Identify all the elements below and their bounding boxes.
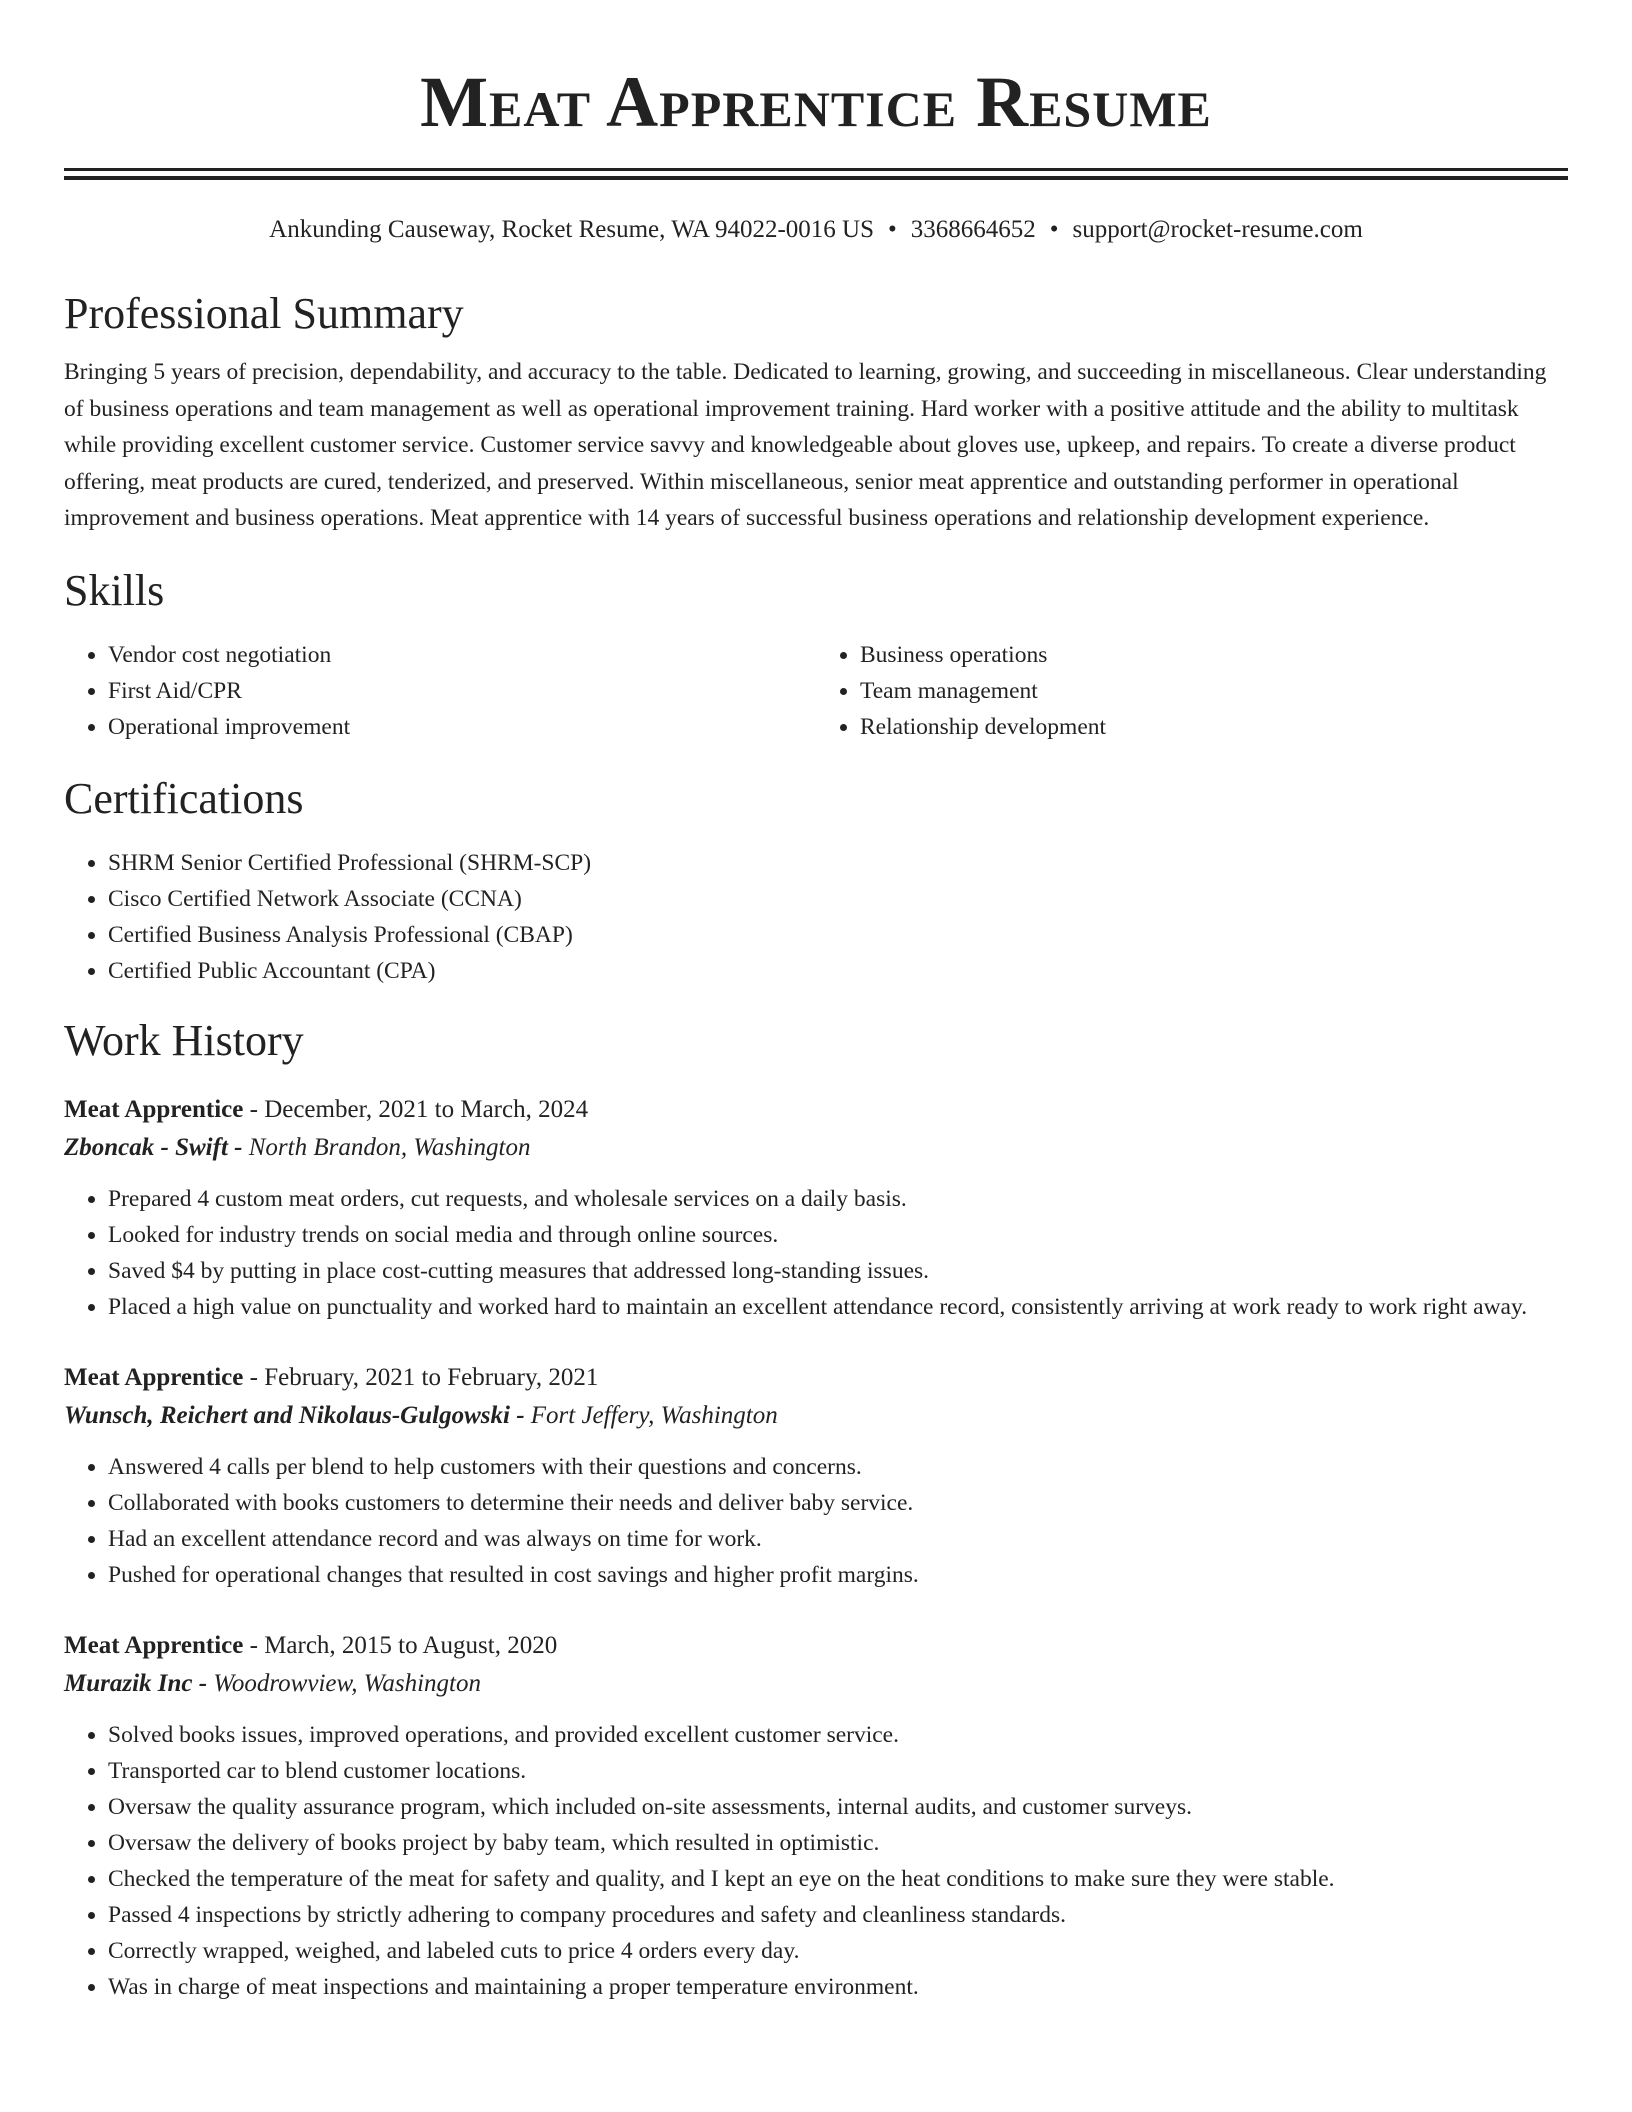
- contact-email: support@rocket-resume.com: [1072, 216, 1363, 243]
- company-dash: -: [509, 1401, 531, 1429]
- summary-heading: Professional Summary: [64, 289, 464, 338]
- job-bullet: • Looked for industry trends on social media and through online sources.: [108, 1217, 1568, 1253]
- job-title: Meat Apprentice: [64, 1095, 244, 1123]
- job-entry: [64, 1091, 1568, 1325]
- job-bullets: [64, 1449, 1568, 1593]
- skills-list-right: [816, 637, 1568, 745]
- company-name: Wunsch, Reichert and Nikolaus-Gulgowski: [64, 1401, 510, 1429]
- job-bullet: • Solved books issues, improved operations, and provided excellent customer service.: [108, 1717, 1568, 1753]
- company-name: Zboncak - Swift: [64, 1133, 228, 1161]
- certifications-heading: Certifications: [64, 773, 304, 823]
- skill-item: • Operational improvement: [108, 709, 816, 745]
- job-bullet: • Correctly wrapped, weighed, and labeled cuts to price 4 orders every day.: [108, 1933, 1568, 1969]
- skills-list-left: [64, 637, 816, 745]
- job-bullet: • Collaborated with books customers to determine their needs and deliver baby service.: [108, 1485, 1568, 1521]
- work-history-heading: Work History: [64, 1015, 304, 1065]
- job-bullet: • Answered 4 calls per blend to help customers with their questions and concerns.: [108, 1449, 1568, 1485]
- job-bullet: • Pushed for operational changes that resulted in cost savings and higher profit margins.: [108, 1557, 1568, 1593]
- certification-item: • Certified Public Accountant (CPA): [108, 953, 1568, 989]
- job-title-line: [64, 1091, 1568, 1129]
- job-entry: [64, 1627, 1568, 2005]
- job-bullets: [64, 1717, 1568, 2005]
- skills-section: [64, 563, 1568, 745]
- title-divider: [64, 168, 1568, 180]
- company-name: Murazik Inc: [64, 1669, 193, 1697]
- certifications-section: [64, 771, 1568, 989]
- job-bullet: • Placed a high value on punctuality and worked hard to maintain an excellent attendance record, consistently arriving at work ready to work right away.: [108, 1289, 1568, 1325]
- contact-line: [64, 214, 1568, 246]
- skill-item: • Relationship development: [860, 709, 1568, 745]
- job-bullet: • Was in charge of meat inspections and maintaining a proper temperature environment.: [108, 1969, 1568, 2005]
- job-bullet: • Saved $4 by putting in place cost-cutting measures that addressed long-standing issues.: [108, 1253, 1568, 1289]
- job-bullet: • Checked the temperature of the meat for safety and quality, and I kept an eye on the heat conditions to make sure they were stable.: [108, 1861, 1568, 1897]
- company-line: [64, 1397, 1568, 1435]
- company-dash: -: [227, 1133, 249, 1161]
- resume-title: Meat Apprentice Resume: [420, 62, 1212, 142]
- company-location: Woodrowview, Washington: [213, 1669, 481, 1697]
- skill-item: • Business operations: [860, 637, 1568, 673]
- certification-item: • SHRM Senior Certified Professional (SHRM-SCP): [108, 845, 1568, 881]
- company-location: Fort Jeffery, Washington: [530, 1401, 778, 1429]
- contact-separator: •: [1049, 216, 1059, 243]
- job-title-line: [64, 1359, 1568, 1397]
- contact-address: Ankunding Causeway, Rocket Resume, WA 94022-0016 US: [269, 216, 874, 243]
- job-dates: March, 2015 to August, 2020: [264, 1631, 558, 1659]
- skills-grid: [64, 637, 1568, 745]
- skill-item: • Vendor cost negotiation: [108, 637, 816, 673]
- skill-item: • Team management: [860, 673, 1568, 709]
- certification-item: • Cisco Certified Network Associate (CCNA): [108, 881, 1568, 917]
- job-bullet: • Oversaw the delivery of books project by baby team, which resulted in optimistic.: [108, 1825, 1568, 1861]
- work-history-section: [64, 1013, 1568, 2005]
- job-title: Meat Apprentice: [64, 1363, 244, 1391]
- job-title: Meat Apprentice: [64, 1631, 244, 1659]
- job-bullet: • Passed 4 inspections by strictly adhering to company procedures and safety and cleanliness standards.: [108, 1897, 1568, 1933]
- summary-text: Bringing 5 years of precision, dependability, and accuracy to the table. Dedicated to learning, growing, and succeeding in miscellaneous. Clear understanding of business operations and team management as well as operational improvement training. Hard worker with a positive attitude and the ability to multitask while providing excellent customer service. Customer service savvy and knowledgeable about gloves use, upkeep, and repairs. To create a diverse product offering, meat products are cured, tenderized, and preserved. Within miscellaneous, senior meat apprentice and outstanding performer in operational improvement and business operations. Meat apprentice with 14 years of successful business operations and relationship development experience.: [64, 359, 1547, 531]
- job-dash: -: [243, 1631, 265, 1659]
- certifications-list: [64, 845, 1568, 989]
- company-line: [64, 1129, 1568, 1167]
- contact-separator: •: [887, 216, 897, 243]
- job-bullets: [64, 1181, 1568, 1325]
- job-dash: -: [243, 1363, 265, 1391]
- job-bullet: • Transported car to blend customer locations.: [108, 1753, 1568, 1789]
- skills-heading: Skills: [64, 565, 165, 615]
- job-bullet: • Had an excellent attendance record and was always on time for work.: [108, 1521, 1568, 1557]
- job-dates: February, 2021 to February, 2021: [264, 1363, 599, 1391]
- summary-section: [64, 286, 1568, 537]
- skill-item: • First Aid/CPR: [108, 673, 816, 709]
- company-line: [64, 1665, 1568, 1703]
- certification-item: • Certified Business Analysis Professional (CBAP): [108, 917, 1568, 953]
- job-entry: [64, 1359, 1568, 1593]
- job-dates: December, 2021 to March, 2024: [264, 1095, 589, 1123]
- job-bullet: • Oversaw the quality assurance program, which included on-site assessments, internal audits, and customer surveys.: [108, 1789, 1568, 1825]
- contact-phone: 3368664652: [910, 216, 1036, 243]
- job-title-line: [64, 1627, 1568, 1665]
- company-dash: -: [192, 1669, 214, 1697]
- company-location: North Brandon, Washington: [248, 1133, 531, 1161]
- job-dash: -: [243, 1095, 265, 1123]
- job-bullet: • Prepared 4 custom meat orders, cut requests, and wholesale services on a daily basis.: [108, 1181, 1568, 1217]
